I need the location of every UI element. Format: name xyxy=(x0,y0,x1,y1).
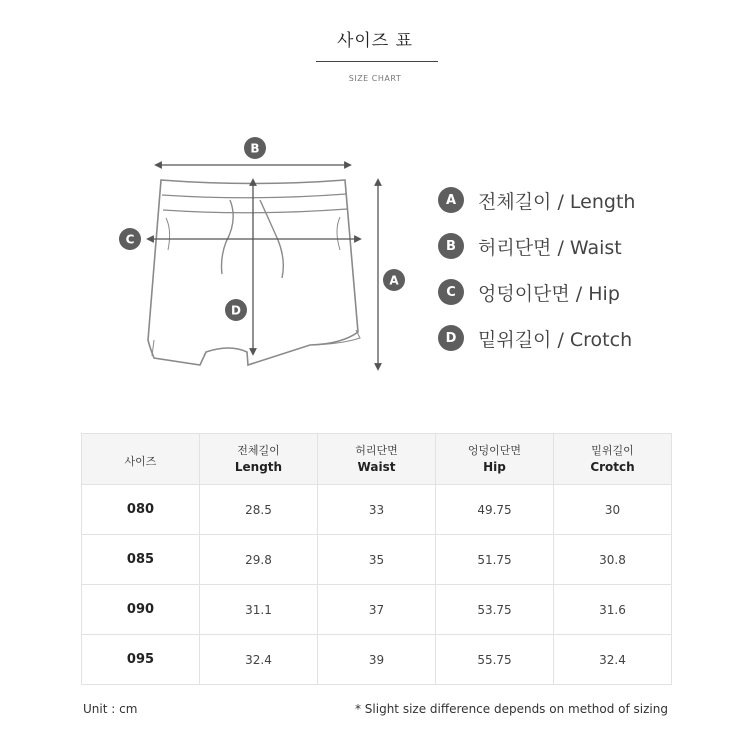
badge-b-icon: B xyxy=(438,233,464,259)
waist-cell: 33 xyxy=(318,485,436,535)
page-subtitle: SIZE CHART xyxy=(348,74,402,83)
size-cell: 080 xyxy=(82,485,200,535)
badge-a-icon: A xyxy=(438,187,464,213)
length-cell: 29.8 xyxy=(200,535,318,585)
sizing-disclaimer: * Slight size difference depends on method of sizing xyxy=(354,702,668,716)
table-row xyxy=(82,635,672,685)
length-cell: 32.4 xyxy=(200,635,318,685)
badge-c-icon: C xyxy=(438,279,464,305)
svg-text:C: C xyxy=(125,232,135,247)
marker-c-icon xyxy=(119,228,141,250)
crotch-cell: 30.8 xyxy=(554,535,672,585)
hip-cell: 49.75 xyxy=(436,485,554,535)
hip-cell: 51.75 xyxy=(436,535,554,585)
size-table xyxy=(81,433,672,685)
shorts-outline-icon xyxy=(148,180,360,365)
marker-b-icon xyxy=(244,137,266,159)
table-row xyxy=(82,485,672,535)
legend-label: 밑위길이 / Crotch xyxy=(478,328,633,351)
waist-cell: 35 xyxy=(318,535,436,585)
badge-d-icon: D xyxy=(438,325,464,351)
column-header-size: 사이즈 xyxy=(82,434,200,485)
marker-d-icon xyxy=(225,299,247,321)
size-cell: 085 xyxy=(82,535,200,585)
column-header-waist: 허리단면 Waist xyxy=(318,434,436,485)
page-title: 사이즈 표 xyxy=(336,31,414,51)
table-row xyxy=(82,535,672,585)
length-cell: 28.5 xyxy=(200,485,318,535)
column-header-hip: 엉덩이단면 Hip xyxy=(436,434,554,485)
legend-label: 전체길이 / Length xyxy=(478,190,636,213)
unit-note: Unit : cm xyxy=(83,702,138,716)
size-cell: 095 xyxy=(82,635,200,685)
table-header-row xyxy=(82,434,672,485)
svg-text:A: A xyxy=(389,273,399,288)
marker-a-icon xyxy=(383,269,405,291)
legend-label: 엉덩이단면 / Hip xyxy=(478,282,620,305)
legend-label: 허리단면 / Waist xyxy=(478,236,622,259)
legend-item-waist xyxy=(438,232,635,260)
crotch-cell: 31.6 xyxy=(554,585,672,635)
column-header-length: 전체길이 Length xyxy=(200,434,318,485)
size-cell: 090 xyxy=(82,585,200,635)
svg-text:B: B xyxy=(250,141,260,156)
legend-item-crotch xyxy=(438,324,635,352)
svg-text:D: D xyxy=(231,303,241,318)
crotch-cell: 32.4 xyxy=(554,635,672,685)
hip-cell: 55.75 xyxy=(436,635,554,685)
hip-cell: 53.75 xyxy=(436,585,554,635)
shorts-diagram xyxy=(110,130,420,380)
column-header-crotch: 밑위길이 Crotch xyxy=(554,434,672,485)
title-divider xyxy=(316,61,438,62)
waist-cell: 37 xyxy=(318,585,436,635)
measurement-legend xyxy=(438,186,635,370)
waist-cell: 39 xyxy=(318,635,436,685)
table-row xyxy=(82,585,672,635)
length-cell: 31.1 xyxy=(200,585,318,635)
crotch-cell: 30 xyxy=(554,485,672,535)
legend-item-length xyxy=(438,186,635,214)
legend-item-hip xyxy=(438,278,635,306)
